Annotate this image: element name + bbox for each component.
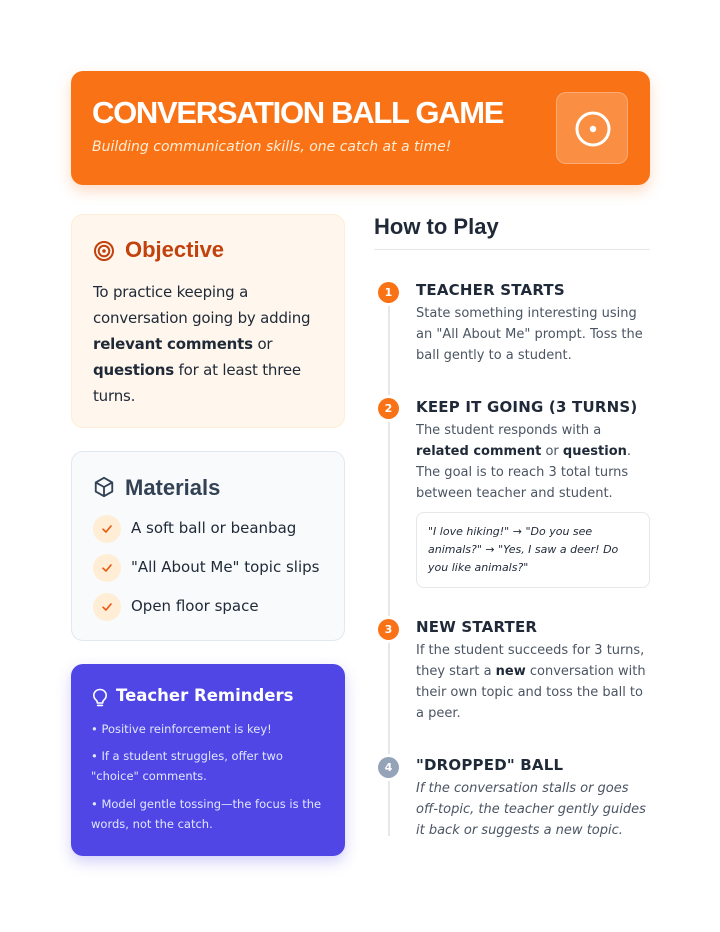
step-title: TEACHER STARTS	[416, 281, 565, 299]
material-label: A soft ball or beanbag	[131, 519, 297, 537]
check-icon	[93, 593, 121, 621]
header-banner	[71, 71, 650, 185]
step-title: NEW STARTER	[416, 618, 538, 636]
objective-card	[71, 214, 345, 428]
page-title: CONVERSATION BALL GAME	[92, 95, 504, 130]
example-text: "I love hiking!" → "Do you see animals?" → "Yes, I saw a deer! Do you like animals?"	[428, 525, 619, 574]
step-text: If the student succeeds for 3 turns, they start a new conversation with their own topic and toss the ball to a peer.	[416, 643, 646, 721]
how-to-play-title: How to Play	[374, 214, 499, 239]
target-dot-icon	[574, 110, 612, 148]
reminder-item: • Model gentle tossing—the focus is the words, not the catch.	[91, 797, 322, 831]
materials-card	[71, 451, 345, 641]
step-text: State something interesting using an "All About Me" prompt. Toss the ball gently to a student.	[416, 306, 643, 363]
step-number: 3	[378, 619, 399, 640]
reminders-card	[71, 664, 345, 856]
example-box	[416, 512, 650, 588]
reminder-item: • Positive reinforcement is key!	[91, 722, 272, 736]
objective-text: To practice keeping a conversation going by adding relevant comments or questions for at least three turns.	[93, 283, 311, 405]
step-number: 1	[378, 282, 399, 303]
step-number: 2	[378, 398, 399, 419]
material-label: "All About Me" topic slips	[131, 558, 320, 576]
box-icon	[93, 476, 115, 498]
step-title: "DROPPED" BALL	[416, 756, 564, 774]
materials-title: Materials	[125, 475, 221, 500]
timeline-line	[388, 290, 390, 836]
reminder-item: • If a student struggles, offer two "choice" comments.	[91, 749, 283, 783]
lightbulb-icon	[92, 688, 108, 708]
step-text: If the conversation stalls or goes off-topic, the teacher gently guides it back or suggests a new topic.	[416, 781, 646, 838]
material-label: Open floor space	[131, 597, 259, 615]
check-icon	[93, 515, 121, 543]
page-subtitle: Building communication skills, one catch at a time!	[92, 139, 452, 155]
header-icon-box	[556, 92, 628, 164]
step-number: 4	[378, 757, 399, 778]
divider	[374, 249, 650, 250]
step-title: KEEP IT GOING (3 TURNS)	[416, 398, 638, 416]
reminders-title: Teacher Reminders	[116, 686, 294, 705]
objective-title: Objective	[125, 237, 225, 262]
target-icon	[93, 240, 115, 262]
check-icon	[93, 554, 121, 582]
step-text: The student responds with a related comment or question. The goal is to reach 3 total turns between teacher and student.	[416, 423, 632, 501]
